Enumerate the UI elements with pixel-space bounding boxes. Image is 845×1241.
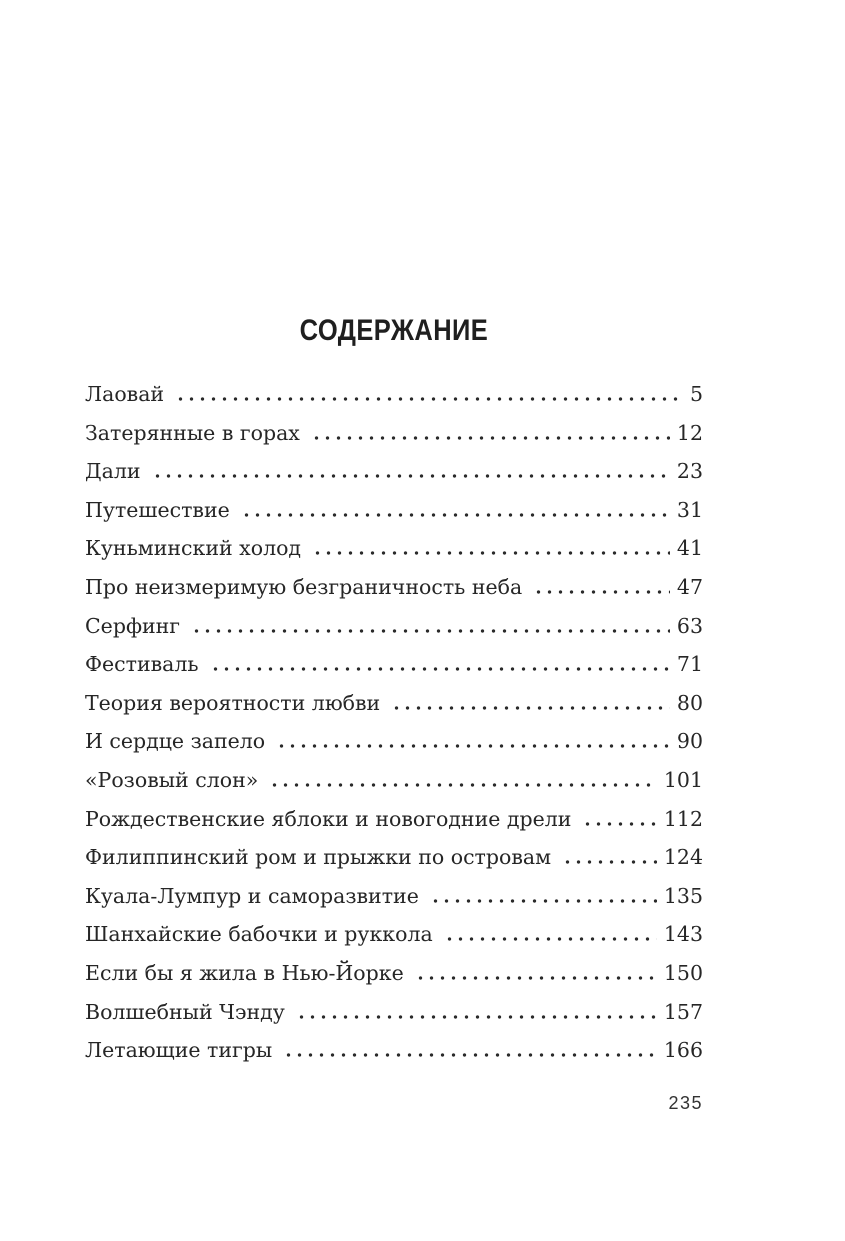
toc-entry-title: Шанхайские бабочки и руккола — [85, 922, 433, 947]
page-number: 235 — [668, 1093, 703, 1113]
toc-entry — [85, 922, 703, 961]
toc-entry — [85, 1038, 703, 1077]
toc-entry — [85, 536, 703, 575]
toc-entry — [85, 382, 703, 421]
dot-leader — [415, 967, 657, 980]
toc-entry-page: 41 — [676, 536, 703, 561]
dot-leader — [296, 1006, 657, 1019]
toc-entry-page: 31 — [676, 497, 703, 522]
toc-entry-page: 71 — [676, 652, 703, 677]
dot-leader — [312, 542, 670, 555]
dot-leader — [283, 1044, 657, 1057]
toc-entry-title: Если бы я жила в Нью-Йорке — [85, 960, 404, 985]
toc-entry-title: Филиппинский ром и прыжки по островам — [85, 845, 552, 870]
toc-entry-page: 135 — [663, 883, 703, 908]
dot-leader — [311, 427, 670, 440]
dot-leader — [391, 697, 670, 710]
toc-content — [85, 0, 703, 1077]
toc-entry-title: Дали — [85, 459, 141, 484]
toc-entry-title: Летающие тигры — [85, 1038, 273, 1063]
dot-leader — [175, 388, 683, 401]
dot-leader — [582, 813, 656, 826]
page-title-text: СОДЕРЖАНИЕ — [299, 314, 489, 347]
toc-entry-page: 63 — [676, 613, 703, 638]
toc-entry — [85, 498, 703, 537]
toc-entry-page: 47 — [676, 574, 703, 599]
toc-entry-title: Путешествие — [85, 497, 230, 522]
toc-entry-page: 143 — [663, 922, 703, 947]
toc-entry-page: 157 — [663, 999, 703, 1024]
toc-entry-page: 90 — [676, 729, 703, 754]
toc-entry — [85, 961, 703, 1000]
toc-entry-page: 166 — [663, 1038, 703, 1063]
toc-entry-page: 124 — [663, 845, 703, 870]
toc-entry — [85, 1000, 703, 1039]
dot-leader — [210, 658, 670, 671]
toc-entry — [85, 845, 703, 884]
dot-leader — [444, 928, 657, 941]
toc-entry-title: Затерянные в горах — [85, 420, 300, 445]
toc-entry-page: 150 — [663, 960, 703, 985]
toc-entry-title: И сердце запело — [85, 729, 266, 754]
toc-entry-page: 5 — [689, 382, 703, 406]
toc-entry-title: Про неизмеримую безграничность неба — [85, 574, 523, 599]
toc-entry — [85, 614, 703, 653]
toc-entry — [85, 652, 703, 691]
toc-entry-title: Куала-Лумпур и саморазвитие — [85, 883, 419, 908]
toc-entry-page: 80 — [676, 690, 703, 715]
dot-leader — [152, 465, 670, 478]
toc-entry-title: Теория вероятности любви — [85, 690, 381, 715]
page-title — [85, 0, 703, 348]
toc-entry-title: Фестиваль — [85, 652, 199, 677]
toc-entry — [85, 807, 703, 846]
toc-entry — [85, 421, 703, 460]
toc-entry — [85, 729, 703, 768]
toc-entry — [85, 459, 703, 498]
toc-entry-page: 23 — [676, 459, 703, 484]
dot-leader — [430, 890, 657, 903]
toc-entry — [85, 884, 703, 923]
toc-entry-title: Волшебный Чэнду — [85, 999, 285, 1024]
toc-entry-title: «Розовый слон» — [85, 767, 259, 792]
dot-leader — [276, 735, 670, 748]
dot-leader — [191, 620, 670, 633]
toc-entry — [85, 691, 703, 730]
toc-entry — [85, 575, 703, 614]
toc-entry-page: 112 — [663, 806, 703, 831]
dot-leader — [269, 774, 657, 787]
toc-entry-page: 12 — [676, 420, 703, 445]
toc-entry-title: Лаовай — [85, 382, 165, 406]
dot-leader — [533, 581, 670, 594]
toc-entry — [85, 768, 703, 807]
toc-list — [85, 382, 703, 1077]
dot-leader — [562, 851, 657, 864]
toc-entry-title: Куньминский холод — [85, 536, 302, 561]
toc-entry-title: Серфинг — [85, 613, 181, 638]
toc-entry-title: Рождественские яблоки и новогодние дрели — [85, 806, 572, 831]
toc-entry-page: 101 — [663, 767, 703, 792]
dot-leader — [241, 504, 670, 517]
